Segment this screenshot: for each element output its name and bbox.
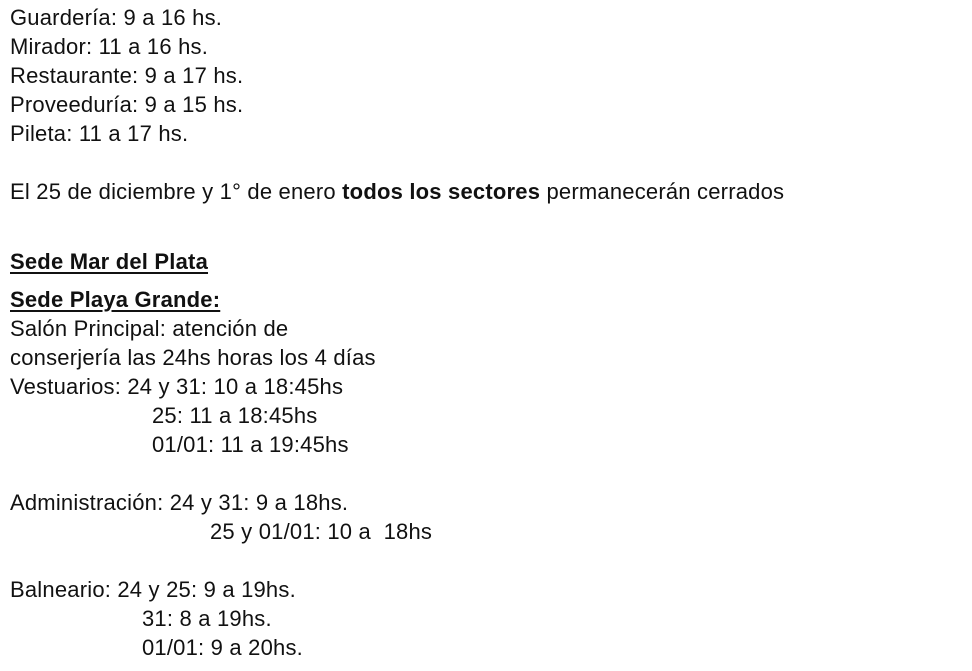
closure-notice — [10, 179, 784, 205]
vestuarios-line-1: Vestuarios: 24 y 31: 10 a 18:45hs — [10, 374, 344, 399]
balneario-line-1: Balneario: 24 y 25: 9 a 19hs. — [10, 577, 296, 602]
salon-line-1: Salón Principal: atención de — [10, 316, 289, 341]
administracion-line-1: Administración: 24 y 31: 9 a 18hs. — [10, 490, 349, 515]
closure-notice-after: permanecerán cerrados — [540, 179, 785, 204]
schedule-guarderia: Guardería: 9 a 16 hs. — [10, 5, 223, 30]
schedule-proveeduria: Proveeduría: 9 a 15 hs. — [10, 92, 244, 117]
vestuarios-line-2: 25: 11 a 18:45hs — [152, 403, 318, 428]
vestuarios-line-3: 01/01: 11 a 19:45hs — [152, 432, 349, 457]
balneario-line-2: 31: 8 a 19hs. — [142, 606, 272, 631]
administracion-line-2: 25 y 01/01: 10 a 18hs — [210, 519, 433, 544]
salon-line-2: conserjería las 24hs horas los 4 días — [10, 345, 376, 370]
sede-playa-grande-heading: Sede Playa Grande: — [10, 287, 221, 312]
schedule-mirador: Mirador: 11 a 16 hs. — [10, 34, 209, 59]
closure-notice-before: El 25 de diciembre y 1° de enero — [10, 179, 343, 204]
schedule-pileta: Pileta: 11 a 17 hs. — [10, 121, 189, 146]
schedule-restaurante: Restaurante: 9 a 17 hs. — [10, 63, 244, 88]
closure-notice-bold: todos los sectores — [342, 179, 541, 204]
sede-mar-del-plata-heading: Sede Mar del Plata — [10, 249, 209, 274]
cropped-heading-remnant — [10, 0, 16, 2]
balneario-line-3: 01/01: 9 a 20hs. — [142, 635, 303, 660]
